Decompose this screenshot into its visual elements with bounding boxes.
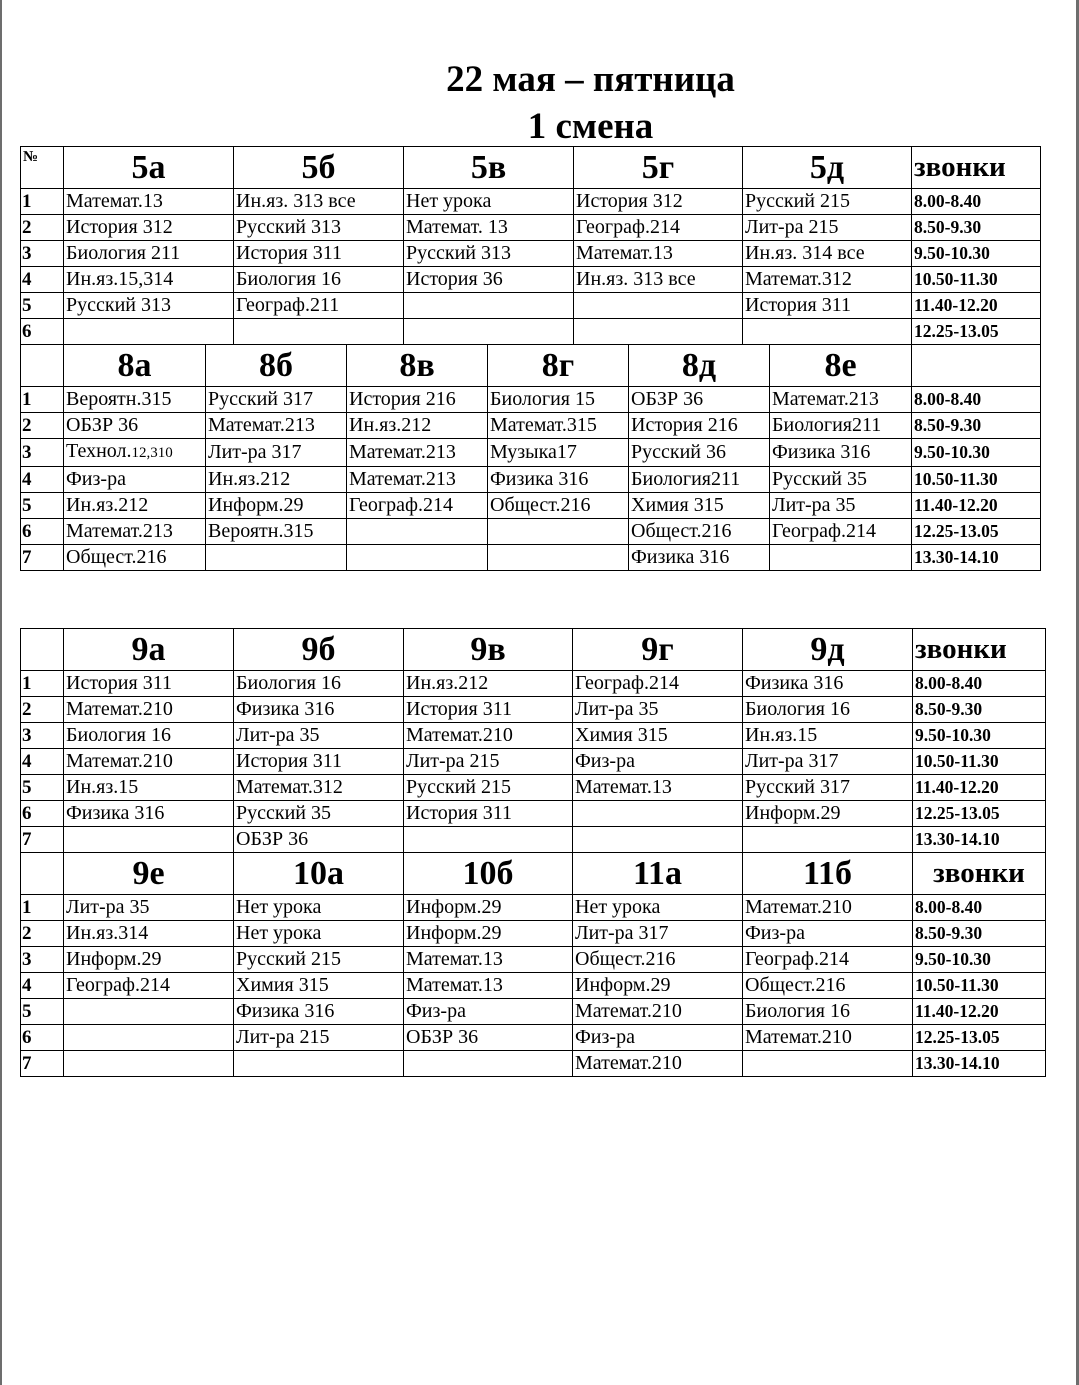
class-header: 8д bbox=[629, 345, 770, 387]
lesson-text: Биология211 bbox=[631, 468, 741, 490]
class-header: 5б bbox=[234, 147, 404, 189]
lesson-cell: Ин.яз.314 bbox=[64, 921, 234, 947]
lesson-cell: Математ.312 bbox=[234, 775, 404, 801]
class-header: 8б bbox=[206, 345, 347, 387]
lesson-cell bbox=[629, 519, 770, 545]
lesson-number: 6 bbox=[21, 1025, 64, 1051]
lesson-cell: Биология 211 bbox=[64, 241, 234, 267]
lesson-cell: Лит-ра 215 bbox=[404, 749, 573, 775]
class-header: 9в bbox=[404, 629, 573, 671]
lesson-cell bbox=[347, 413, 488, 439]
lesson-text: Общест.216 bbox=[631, 520, 732, 542]
lesson-cell: Нет урока bbox=[404, 189, 574, 215]
bells-header: звонки bbox=[913, 629, 1046, 671]
bell-time: 11.40-12.20 bbox=[912, 293, 1041, 319]
lesson-cell bbox=[574, 293, 743, 319]
lesson-cell: История 311 bbox=[404, 801, 573, 827]
class-header: 10а bbox=[234, 853, 404, 895]
lesson-number: 5 bbox=[21, 775, 64, 801]
lesson-text: Ин.яз.212 bbox=[208, 468, 291, 490]
lesson-cell bbox=[206, 387, 347, 413]
class-header: 9а bbox=[64, 629, 234, 671]
lesson-row bbox=[21, 267, 1041, 293]
lesson-row bbox=[21, 293, 1041, 319]
lesson-text: Географ.214 bbox=[349, 494, 453, 516]
lesson-row bbox=[21, 895, 1046, 921]
lesson-row bbox=[21, 947, 1046, 973]
lesson-cell: Физика 316 bbox=[743, 671, 913, 697]
lesson-text: Математ.213 bbox=[349, 468, 456, 490]
bell-time: 8.00-8.40 bbox=[913, 671, 1046, 697]
lesson-cell bbox=[64, 519, 206, 545]
lesson-row bbox=[21, 921, 1046, 947]
lesson-text: Информ.29 bbox=[208, 494, 304, 516]
lesson-cell bbox=[64, 387, 206, 413]
title-shift: 1 смена bbox=[527, 106, 654, 147]
lesson-cell bbox=[347, 467, 488, 493]
lesson-cell: Русский 35 bbox=[234, 801, 404, 827]
lesson-row bbox=[21, 827, 1046, 853]
bell-time: 13.30-14.10 bbox=[913, 1051, 1046, 1077]
class-header: 8а bbox=[64, 345, 206, 387]
lesson-row bbox=[21, 439, 1041, 467]
bell-time: 12.25-13.05 bbox=[912, 519, 1041, 545]
lesson-cell bbox=[347, 545, 488, 571]
lesson-row bbox=[21, 319, 1041, 345]
lesson-number: 6 bbox=[21, 519, 64, 545]
lesson-cell bbox=[743, 1051, 913, 1077]
lesson-cell: Русский 317 bbox=[743, 775, 913, 801]
lesson-cell: Ин.яз.15,314 bbox=[64, 267, 234, 293]
lesson-text: Технол. bbox=[66, 440, 132, 462]
bell-time: 9.50-10.30 bbox=[912, 241, 1041, 267]
lesson-cell: Русский 215 bbox=[404, 775, 573, 801]
lesson-cell: Математ.210 bbox=[404, 723, 573, 749]
lesson-cell bbox=[488, 439, 629, 467]
lesson-number: 3 bbox=[21, 947, 64, 973]
lesson-cell: Физ-ра bbox=[573, 749, 743, 775]
bell-time: 10.50-11.30 bbox=[912, 267, 1041, 293]
lesson-cell: Географ.214 bbox=[64, 973, 234, 999]
bell-time: 8.50-9.30 bbox=[913, 697, 1046, 723]
schedule-table-grades-5-8 bbox=[20, 146, 1041, 571]
lesson-cell: Физика 316 bbox=[234, 697, 404, 723]
lesson-text: Русский 317 bbox=[208, 388, 313, 410]
page-title bbox=[0, 56, 1079, 150]
lesson-cell: Ин.яз. 313 все bbox=[574, 267, 743, 293]
lesson-cell: История 311 bbox=[64, 671, 234, 697]
lesson-cell bbox=[64, 319, 234, 345]
bell-time: 8.50-9.30 bbox=[912, 413, 1041, 439]
lesson-cell: Математ.210 bbox=[64, 697, 234, 723]
lesson-cell: Биология 16 bbox=[743, 999, 913, 1025]
lesson-cell: Общест.216 bbox=[743, 973, 913, 999]
lesson-cell bbox=[770, 413, 912, 439]
lesson-text: Математ.315 bbox=[490, 414, 597, 436]
lesson-cell: История 312 bbox=[64, 215, 234, 241]
lesson-text: Математ.213 bbox=[66, 520, 173, 542]
class-header: 11б bbox=[743, 853, 913, 895]
bell-time: 10.50-11.30 bbox=[912, 467, 1041, 493]
bell-time: 8.00-8.40 bbox=[913, 895, 1046, 921]
lesson-row bbox=[21, 999, 1046, 1025]
class-header: 8г bbox=[488, 345, 629, 387]
schedule-table-grades-9-11 bbox=[20, 628, 1046, 1077]
lesson-cell bbox=[206, 519, 347, 545]
lesson-text: Физ-ра bbox=[66, 468, 126, 490]
lesson-row bbox=[21, 749, 1046, 775]
lesson-cell bbox=[404, 827, 573, 853]
lesson-cell: Лит-ра 317 bbox=[743, 749, 913, 775]
lesson-cell bbox=[347, 519, 488, 545]
lesson-cell: Математ.210 bbox=[743, 895, 913, 921]
bell-time: 11.40-12.20 bbox=[913, 775, 1046, 801]
lesson-text: Биология211 bbox=[772, 414, 882, 436]
lesson-cell bbox=[206, 439, 347, 467]
lesson-cell: Математ.13 bbox=[404, 973, 573, 999]
lesson-cell bbox=[64, 545, 206, 571]
lesson-number: 5 bbox=[21, 293, 64, 319]
lesson-cell: Лит-ра 35 bbox=[573, 697, 743, 723]
class-header: 9е bbox=[64, 853, 234, 895]
lesson-cell: ОБЗР 36 bbox=[404, 1025, 573, 1051]
header-row bbox=[21, 629, 1046, 671]
bell-time: 10.50-11.30 bbox=[913, 973, 1046, 999]
lesson-cell bbox=[629, 545, 770, 571]
lesson-cell: Лит-ра 317 bbox=[573, 921, 743, 947]
bell-time: 8.00-8.40 bbox=[912, 387, 1041, 413]
lesson-text: Вероятн.315 bbox=[208, 520, 314, 542]
lesson-text: Ин.яз.212 bbox=[349, 414, 432, 436]
lesson-text: История 216 bbox=[631, 414, 738, 436]
class-header: 9д bbox=[743, 629, 913, 671]
class-header: 11а bbox=[573, 853, 743, 895]
class-header: 5д bbox=[743, 147, 912, 189]
lesson-cell: Русский 215 bbox=[234, 947, 404, 973]
lesson-cell: История 311 bbox=[743, 293, 912, 319]
lesson-cell bbox=[488, 467, 629, 493]
lesson-cell: Математ.210 bbox=[573, 1051, 743, 1077]
lesson-cell bbox=[347, 387, 488, 413]
class-header: 10б bbox=[404, 853, 573, 895]
lesson-row bbox=[21, 387, 1041, 413]
lesson-cell: Лит-ра 35 bbox=[64, 895, 234, 921]
lesson-cell bbox=[404, 293, 574, 319]
lesson-text: Лит-ра 317 bbox=[208, 441, 302, 463]
lesson-cell bbox=[770, 439, 912, 467]
lesson-number: 7 bbox=[21, 1051, 64, 1077]
lesson-number: 2 bbox=[21, 413, 64, 439]
lesson-cell bbox=[629, 413, 770, 439]
lesson-cell: Русский 215 bbox=[743, 189, 912, 215]
lesson-cell: Географ.214 bbox=[743, 947, 913, 973]
lesson-number: 2 bbox=[21, 697, 64, 723]
lesson-cell bbox=[629, 493, 770, 519]
lesson-row bbox=[21, 973, 1046, 999]
lesson-number: 4 bbox=[21, 749, 64, 775]
lesson-cell bbox=[770, 545, 912, 571]
lesson-cell bbox=[743, 827, 913, 853]
lesson-cell bbox=[574, 319, 743, 345]
lesson-cell: Математ.13 bbox=[64, 189, 234, 215]
lesson-cell: Русский 313 bbox=[404, 241, 574, 267]
lesson-text: Общест.216 bbox=[490, 494, 591, 516]
bell-time: 11.40-12.20 bbox=[912, 493, 1041, 519]
lesson-text: Вероятн.315 bbox=[66, 388, 172, 410]
lesson-number: 1 bbox=[21, 895, 64, 921]
header-row bbox=[21, 853, 1046, 895]
lesson-cell: Физ-ра bbox=[573, 1025, 743, 1051]
lesson-row bbox=[21, 189, 1041, 215]
lesson-cell: Физ-ра bbox=[743, 921, 913, 947]
lesson-row bbox=[21, 697, 1046, 723]
lesson-text: Общест.216 bbox=[66, 546, 167, 568]
lesson-row bbox=[21, 545, 1041, 571]
class-header: 8е bbox=[770, 345, 912, 387]
lesson-cell bbox=[743, 319, 912, 345]
lesson-cell: Ин.яз.15 bbox=[743, 723, 913, 749]
lesson-cell: Химия 315 bbox=[573, 723, 743, 749]
lesson-number: 5 bbox=[21, 999, 64, 1025]
lesson-cell bbox=[206, 413, 347, 439]
lesson-number: 2 bbox=[21, 921, 64, 947]
lesson-text: Физика 316 bbox=[631, 546, 730, 568]
lesson-row bbox=[21, 1051, 1046, 1077]
bell-time: 8.50-9.30 bbox=[913, 921, 1046, 947]
lesson-cell: Математ.13 bbox=[574, 241, 743, 267]
lesson-cell: Нет урока bbox=[234, 921, 404, 947]
lesson-cell: Русский 313 bbox=[64, 293, 234, 319]
bell-time: 8.00-8.40 bbox=[912, 189, 1041, 215]
lesson-number: 4 bbox=[21, 267, 64, 293]
lesson-cell bbox=[488, 413, 629, 439]
lesson-cell: Ин.яз.15 bbox=[64, 775, 234, 801]
lesson-cell: Биология 16 bbox=[64, 723, 234, 749]
bell-time: 10.50-11.30 bbox=[913, 749, 1046, 775]
lesson-cell: Информ.29 bbox=[64, 947, 234, 973]
number-header-empty bbox=[21, 345, 64, 387]
lesson-cell bbox=[206, 493, 347, 519]
lesson-number: 4 bbox=[21, 467, 64, 493]
lesson-cell: Химия 315 bbox=[234, 973, 404, 999]
lesson-cell: Математ.210 bbox=[64, 749, 234, 775]
class-header: 5а bbox=[64, 147, 234, 189]
lesson-cell bbox=[770, 467, 912, 493]
lesson-cell: Биология 16 bbox=[743, 697, 913, 723]
lesson-cell: Географ.214 bbox=[574, 215, 743, 241]
lesson-cell bbox=[770, 387, 912, 413]
lesson-row bbox=[21, 723, 1046, 749]
bell-time: 12.25-13.05 bbox=[913, 801, 1046, 827]
bell-time: 9.50-10.30 bbox=[913, 947, 1046, 973]
page-border-left bbox=[0, 0, 2, 1385]
lesson-cell bbox=[573, 801, 743, 827]
lesson-text: Русский 36 bbox=[631, 441, 726, 463]
lesson-text: Ин.яз.212 bbox=[66, 494, 149, 516]
lesson-text: История 216 bbox=[349, 388, 456, 410]
lesson-cell: Физика 316 bbox=[234, 999, 404, 1025]
lesson-cell bbox=[234, 319, 404, 345]
lesson-cell bbox=[770, 493, 912, 519]
lesson-text: Музыка17 bbox=[490, 441, 577, 463]
bells-header: звонки bbox=[913, 853, 1046, 895]
lesson-text: Математ.213 bbox=[349, 441, 456, 463]
lesson-cell bbox=[404, 319, 574, 345]
lesson-cell bbox=[234, 1051, 404, 1077]
lesson-number: 1 bbox=[21, 387, 64, 413]
lesson-cell bbox=[629, 467, 770, 493]
lesson-cell: Информ.29 bbox=[404, 895, 573, 921]
lesson-cell bbox=[206, 545, 347, 571]
bells-header-empty bbox=[912, 345, 1041, 387]
lesson-cell bbox=[206, 467, 347, 493]
lesson-cell bbox=[64, 467, 206, 493]
lesson-number: 3 bbox=[21, 723, 64, 749]
lesson-number: 3 bbox=[21, 439, 64, 467]
lesson-number: 4 bbox=[21, 973, 64, 999]
lesson-cell bbox=[488, 493, 629, 519]
lesson-cell bbox=[573, 827, 743, 853]
lesson-cell: ОБЗР 36 bbox=[234, 827, 404, 853]
class-header: 8в bbox=[347, 345, 488, 387]
lesson-row bbox=[21, 215, 1041, 241]
lesson-cell bbox=[629, 439, 770, 467]
lesson-cell: Географ.211 bbox=[234, 293, 404, 319]
lesson-cell: Ин.яз.212 bbox=[404, 671, 573, 697]
lesson-number: 1 bbox=[21, 189, 64, 215]
lesson-number: 6 bbox=[21, 319, 64, 345]
number-header-empty bbox=[21, 629, 64, 671]
lesson-cell bbox=[488, 387, 629, 413]
lesson-cell: Математ.210 bbox=[743, 1025, 913, 1051]
lesson-text: ОБЗР 36 bbox=[631, 388, 704, 410]
lesson-cell: История 312 bbox=[574, 189, 743, 215]
lesson-room-small: 12,310 bbox=[131, 445, 173, 461]
lesson-text: Лит-ра 35 bbox=[772, 494, 856, 516]
lesson-cell: Математ.312 bbox=[743, 267, 912, 293]
lesson-cell: История 311 bbox=[234, 749, 404, 775]
lesson-cell bbox=[347, 439, 488, 467]
lesson-cell bbox=[64, 413, 206, 439]
lesson-cell: Ин.яз. 313 все bbox=[234, 189, 404, 215]
lesson-text: Географ.214 bbox=[772, 520, 876, 542]
lesson-cell: Математ. 13 bbox=[404, 215, 574, 241]
lesson-number: 7 bbox=[21, 545, 64, 571]
number-header: № bbox=[21, 147, 64, 189]
lesson-cell: Биология 16 bbox=[234, 671, 404, 697]
lesson-number: 2 bbox=[21, 215, 64, 241]
title-date: 22 мая – пятница bbox=[446, 59, 735, 100]
bell-time: 9.50-10.30 bbox=[912, 439, 1041, 467]
lesson-number: 5 bbox=[21, 493, 64, 519]
lesson-cell: Нет урока bbox=[234, 895, 404, 921]
bells-header: звонки bbox=[912, 147, 1041, 189]
bell-time: 8.50-9.30 bbox=[912, 215, 1041, 241]
lesson-row bbox=[21, 1025, 1046, 1051]
lesson-cell bbox=[488, 519, 629, 545]
lesson-cell bbox=[488, 545, 629, 571]
lesson-cell: Русский 313 bbox=[234, 215, 404, 241]
lesson-row bbox=[21, 519, 1041, 545]
bell-time: 13.30-14.10 bbox=[912, 545, 1041, 571]
lesson-cell: Общест.216 bbox=[573, 947, 743, 973]
lesson-cell bbox=[404, 1051, 573, 1077]
lesson-cell: Физика 316 bbox=[64, 801, 234, 827]
lesson-cell: Математ.210 bbox=[573, 999, 743, 1025]
lesson-row bbox=[21, 775, 1046, 801]
lesson-number: 6 bbox=[21, 801, 64, 827]
lesson-row bbox=[21, 467, 1041, 493]
lesson-cell: Биология 16 bbox=[234, 267, 404, 293]
lesson-cell bbox=[64, 827, 234, 853]
lesson-cell bbox=[770, 519, 912, 545]
bell-time: 13.30-14.10 bbox=[913, 827, 1046, 853]
lesson-cell: Ин.яз. 314 все bbox=[743, 241, 912, 267]
lesson-text: Русский 35 bbox=[772, 468, 867, 490]
lesson-cell: Лит-ра 215 bbox=[743, 215, 912, 241]
number-header-empty bbox=[21, 853, 64, 895]
bell-time: 9.50-10.30 bbox=[913, 723, 1046, 749]
bell-time: 12.25-13.05 bbox=[913, 1025, 1046, 1051]
lesson-cell: Математ.13 bbox=[404, 947, 573, 973]
bell-time: 12.25-13.05 bbox=[912, 319, 1041, 345]
class-header: 9б bbox=[234, 629, 404, 671]
bell-time: 11.40-12.20 bbox=[913, 999, 1046, 1025]
lesson-text: Физика 316 bbox=[772, 441, 871, 463]
lesson-cell: Нет урока bbox=[573, 895, 743, 921]
lesson-row bbox=[21, 493, 1041, 519]
lesson-cell: История 36 bbox=[404, 267, 574, 293]
lesson-cell: Математ.13 bbox=[573, 775, 743, 801]
lesson-cell: Информ.29 bbox=[743, 801, 913, 827]
lesson-number: 1 bbox=[21, 671, 64, 697]
lesson-cell bbox=[64, 999, 234, 1025]
lesson-cell: Информ.29 bbox=[573, 973, 743, 999]
lesson-row bbox=[21, 801, 1046, 827]
lesson-text: Химия 315 bbox=[631, 494, 724, 516]
lesson-text: Математ.213 bbox=[208, 414, 315, 436]
lesson-cell bbox=[347, 493, 488, 519]
lesson-number: 3 bbox=[21, 241, 64, 267]
class-header: 5в bbox=[404, 147, 574, 189]
header-row bbox=[21, 345, 1041, 387]
lesson-cell bbox=[64, 1051, 234, 1077]
lesson-cell: История 311 bbox=[234, 241, 404, 267]
lesson-cell: Информ.29 bbox=[404, 921, 573, 947]
lesson-row bbox=[21, 413, 1041, 439]
lesson-row bbox=[21, 671, 1046, 697]
lesson-number: 7 bbox=[21, 827, 64, 853]
class-header: 9г bbox=[573, 629, 743, 671]
class-header: 5г bbox=[574, 147, 743, 189]
lesson-cell: Географ.214 bbox=[573, 671, 743, 697]
lesson-cell bbox=[64, 1025, 234, 1051]
lesson-cell: Лит-ра 35 bbox=[234, 723, 404, 749]
header-row bbox=[21, 147, 1041, 189]
lesson-cell: Лит-ра 215 bbox=[234, 1025, 404, 1051]
lesson-text: Математ.213 bbox=[772, 388, 879, 410]
lesson-text: Биология 15 bbox=[490, 388, 596, 410]
lesson-text: Физика 316 bbox=[490, 468, 589, 490]
lesson-cell: Физ-ра bbox=[404, 999, 573, 1025]
lesson-cell bbox=[64, 439, 206, 467]
lesson-cell bbox=[64, 493, 206, 519]
lesson-text: ОБЗР 36 bbox=[66, 414, 139, 436]
lesson-row bbox=[21, 241, 1041, 267]
lesson-cell: История 311 bbox=[404, 697, 573, 723]
lesson-cell bbox=[629, 387, 770, 413]
